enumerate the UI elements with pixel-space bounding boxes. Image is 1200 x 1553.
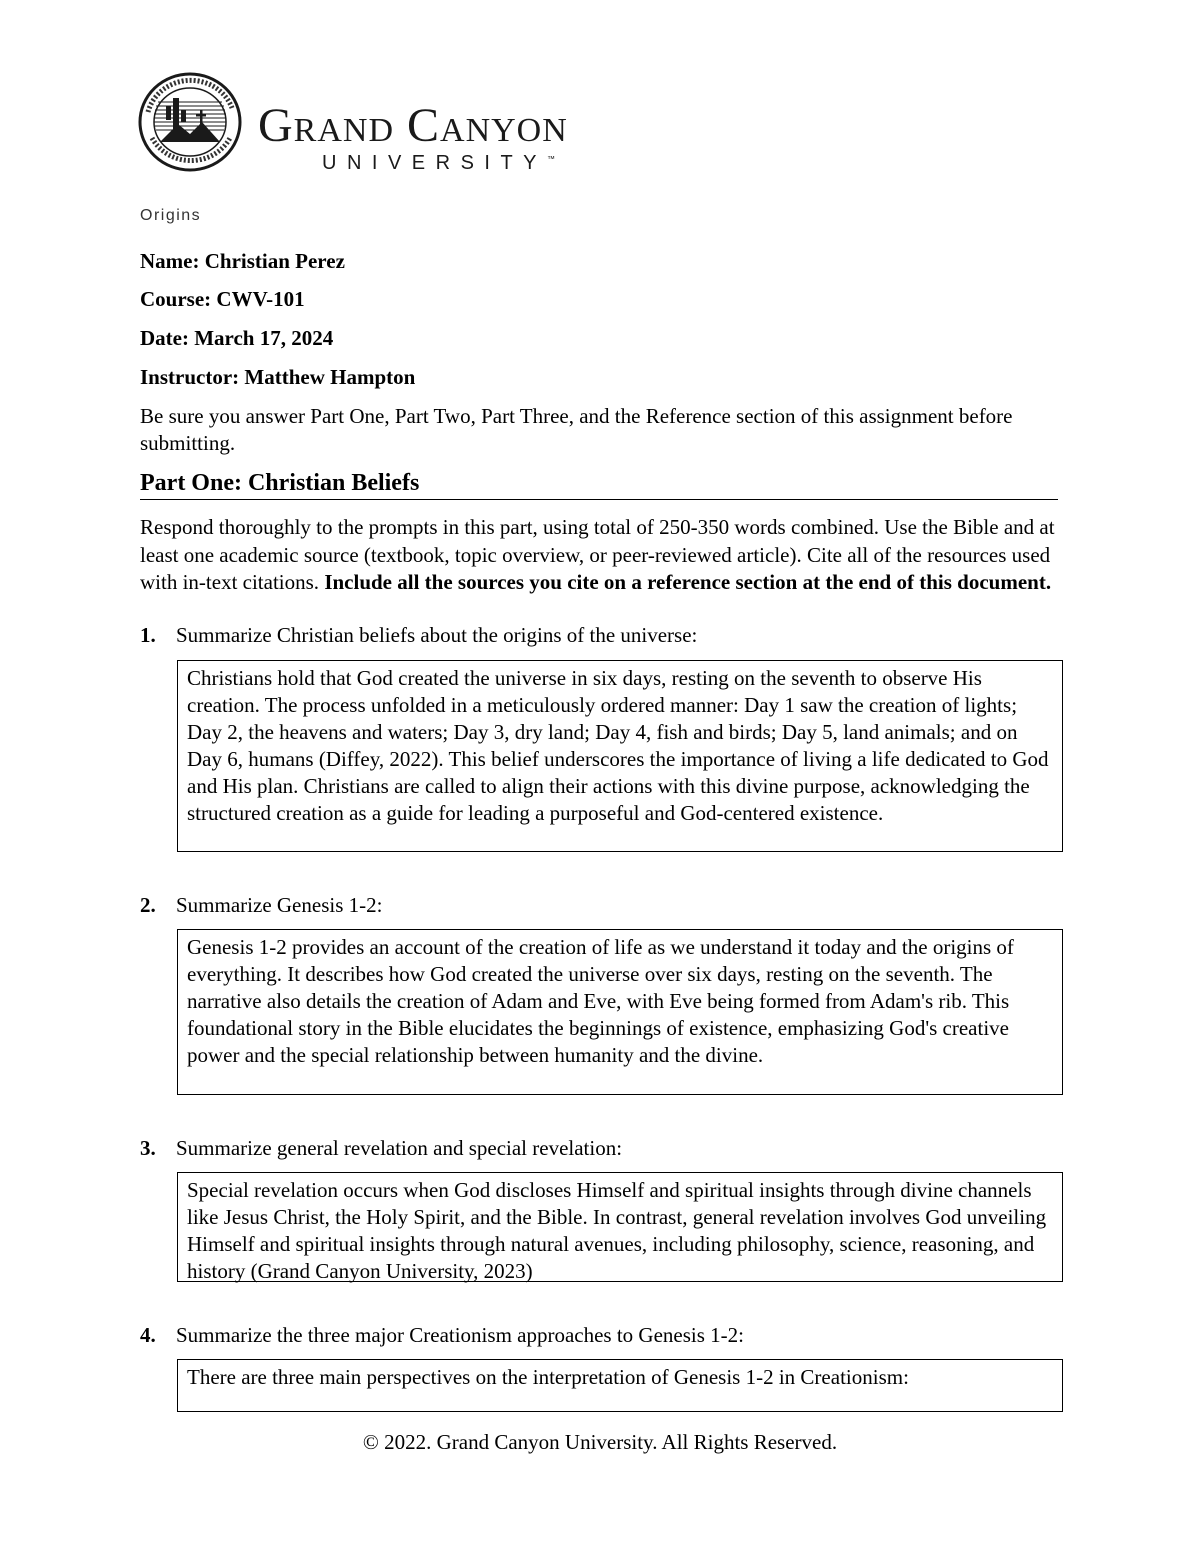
instructions-text: Be sure you answer Part One, Part Two, Part Three, and the Reference section of this assignment before submitting. xyxy=(140,404,1013,455)
prompt-plain: Respond thoroughly to the prompts in this part, using total of 250-350 words combined. Use the Bible and at least one academic source (textbook, topic overview, or peer-reviewed article). Cite all of the resources used with in-text citations. xyxy=(140,515,1055,594)
part-one-heading: Part One: Christian Beliefs xyxy=(140,470,1058,500)
question-4 xyxy=(140,1323,744,1348)
part-one-prompt xyxy=(140,514,1060,597)
document-title: Origins xyxy=(140,207,202,224)
question-text: Summarize the three major Creationism approaches to Genesis 1-2: xyxy=(176,1323,744,1347)
prompt-bold: Include all the sources you cite on a reference section at the end of this document. xyxy=(324,570,1052,594)
university-logo xyxy=(138,72,618,177)
wordmark-sub-text: UNIVERSITY xyxy=(322,152,548,174)
question-text: Summarize Genesis 1-2: xyxy=(176,893,383,917)
question-number: 1. xyxy=(140,623,156,647)
course-field: Course: CWV-101 xyxy=(140,287,305,311)
answer-box-2[interactable]: Genesis 1-2 provides an account of the creation of life as we understand it today and the origins of everything. It describes how God created the universe over six days, resting on the seventh. The narrative also details the creation of Adam and Eve, with Eve being formed from Adam's rib. This foundational story in the Bible elucidates the beginnings of existence, emphasizing God's creative power and the special relationship between humanity and the divine. xyxy=(177,929,1063,1095)
wordmark-sub xyxy=(322,152,618,175)
copyright-footer: © 2022. Grand Canyon University. All Rights Reserved. xyxy=(362,1430,838,1454)
name-field: Name: Christian Perez xyxy=(140,249,345,273)
question-number: 4. xyxy=(140,1323,156,1347)
trademark-mark: ™ xyxy=(547,154,556,164)
date-field: Date: March 17, 2024 xyxy=(140,326,334,350)
university-wordmark xyxy=(258,99,618,175)
question-2 xyxy=(140,893,382,918)
question-number: 3. xyxy=(140,1136,156,1160)
answer-box-4[interactable]: There are three main perspectives on the interpretation of Genesis 1-2 in Creationism: xyxy=(177,1359,1063,1412)
instructor-field: Instructor: Matthew Hampton xyxy=(140,365,416,389)
wordmark-name: Grand Canyon xyxy=(258,99,568,152)
question-1 xyxy=(140,623,697,648)
question-text: Summarize general revelation and special revelation: xyxy=(176,1136,623,1160)
question-3 xyxy=(140,1136,622,1161)
answer-box-3[interactable]: Special revelation occurs when God discloses Himself and spiritual insights through divine channels like Jesus Christ, the Holy Spirit, and the Bible. In contrast, general revelation involves God unveiling Himself and spiritual insights through natural avenues, including philosophy, science, reasoning, and history (Grand Canyon University, 2023) xyxy=(177,1172,1063,1282)
question-text: Summarize Christian beliefs about the origins of the universe: xyxy=(176,623,698,647)
question-number: 2. xyxy=(140,893,156,917)
university-seal-icon xyxy=(138,72,246,172)
answer-box-1[interactable]: Christians hold that God created the universe in six days, resting on the seventh to observe His creation. The process unfolded in a meticulously ordered manner: Day 1 saw the creation of lights; Day 2, the heavens and waters; Day 3, dry land; Day 4, fish and birds; Day 5, land animals; and on Day 6, humans (Diffey, 2022). This belief underscores the importance of living a life dedicated to God and His plan. Christians are called to align their actions with this divine purpose, acknowledging the structured creation as a guide for leading a purposeful and God-centered existence. xyxy=(177,660,1063,852)
